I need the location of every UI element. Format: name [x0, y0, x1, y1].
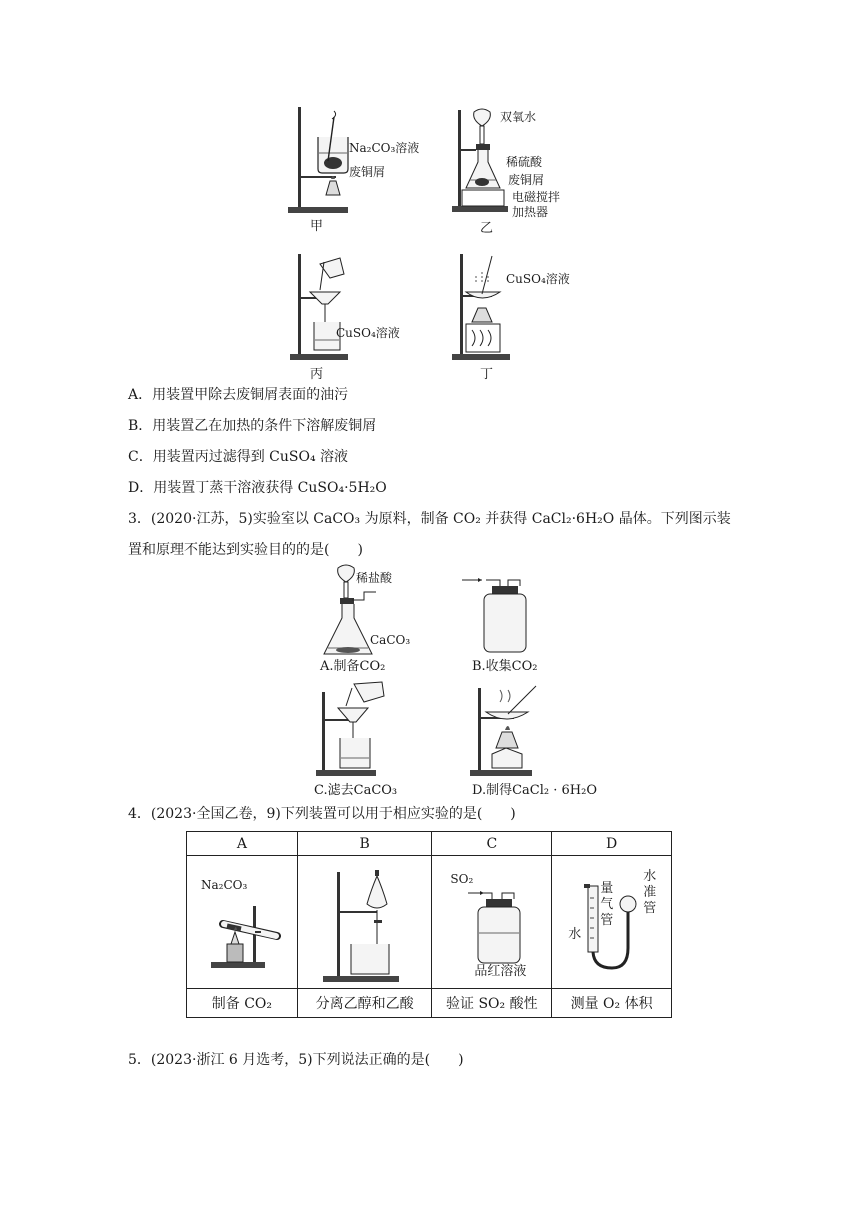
q4-d-level-label-3: 管 [643, 901, 657, 916]
q4-footer-d: 测量 O₂ 体积 [552, 989, 672, 1018]
q4-d-level-label-1: 水 [643, 869, 657, 884]
q4-header-c: C [432, 832, 552, 856]
q2-option-b: B．用装置乙在加热的条件下溶解废铜屑 [128, 418, 377, 434]
ding-solution-label: CuSO₄溶液 [506, 272, 570, 286]
q4-footer-b: 分离乙醇和乙酸 [297, 989, 432, 1018]
q4-d-water-label: 水 [568, 927, 582, 942]
q4-c-solution-label: 品红溶液 [474, 964, 527, 979]
q4-d-tube-label-3: 管 [600, 913, 614, 928]
q4-header-d: D [552, 832, 672, 856]
q4-cell-a [187, 856, 298, 989]
q2-option-c: C．用装置丙过滤得到 CuSO₄ 溶液 [128, 449, 349, 465]
ding-caption: 丁 [480, 367, 494, 382]
q4-stem: 4．(2023·全国乙卷，9)下列装置可以用于相应实验的是( ) [128, 806, 516, 822]
yi-acid-label: 稀硫酸 [506, 155, 543, 169]
q4-d-tube-label-2: 气 [600, 897, 614, 912]
bing-solution-label: CuSO₄溶液 [336, 326, 400, 340]
q4-a-label: Na₂CO₃ [201, 878, 248, 892]
yi-stirrer-label-1: 电磁搅拌 [512, 190, 561, 204]
jia-caption: 甲 [310, 219, 324, 234]
q3-stem-line-2: 置和原理不能达到实验目的的是( ) [128, 542, 363, 558]
yi-scrap-label: 废铜屑 [508, 173, 545, 187]
q3-d-caption: D.制得CaCl₂ · 6H₂O [472, 783, 597, 798]
q4-footer-a: 制备 CO₂ [187, 989, 298, 1018]
q5-stem: 5．(2023·浙江 6 月选考，5)下列说法正确的是( ) [128, 1052, 464, 1068]
apparatus-jia-figure [288, 105, 358, 215]
q3-fig-b-apparatus [462, 572, 532, 654]
q4-options-table [186, 831, 672, 1018]
apparatus-ding-figure [452, 252, 512, 362]
q4-footer-c: 验证 SO₂ 酸性 [432, 989, 552, 1018]
q3-a-solid-label: CaCO₃ [370, 633, 411, 647]
apparatus-bing-figure [290, 252, 350, 362]
yi-stirrer-label-2: 加热器 [512, 205, 549, 219]
q2-option-d: D．用装置丁蒸干溶液获得 CuSO₄·5H₂O [128, 480, 387, 496]
jia-solution-label: Na₂CO₃溶液 [349, 141, 420, 155]
q3-stem-line-1: 3．(2020·江苏，5)实验室以 CaCO₃ 为原料，制备 CO₂ 并获得 CaCl₂·6H₂O 晶体。下列图示装 [128, 511, 731, 527]
q3-a-acid-label: 稀盐酸 [356, 571, 393, 585]
bing-caption: 丙 [310, 367, 324, 382]
q4-c-gas-label: SO₂ [450, 872, 474, 886]
q4-cell-c [432, 856, 552, 989]
q4-c-apparatus [442, 885, 542, 975]
jia-scrap-label: 废铜屑 [349, 165, 386, 179]
q3-c-caption: C.滤去CaCO₃ [314, 783, 398, 798]
q4-cell-b [297, 856, 432, 989]
q3-fig-c-apparatus [312, 682, 392, 778]
q4-b-apparatus [315, 866, 415, 984]
q3-fig-d-apparatus [470, 682, 550, 778]
q3-b-caption: B.收集CO₂ [472, 659, 538, 674]
q2-option-a: A．用装置甲除去废铜屑表面的油污 [128, 387, 349, 403]
q4-cell-d [552, 856, 672, 989]
q4-a-apparatus [197, 886, 287, 976]
q4-d-tube-label-1: 量 [600, 881, 614, 896]
q4-header-a: A [187, 832, 298, 856]
q4-d-level-label-2: 准 [643, 885, 657, 900]
yi-caption: 乙 [480, 221, 494, 236]
q3-a-caption: A.制备CO₂ [320, 659, 386, 674]
yi-h2o2-label: 双氧水 [500, 110, 537, 124]
q4-header-b: B [297, 832, 432, 856]
